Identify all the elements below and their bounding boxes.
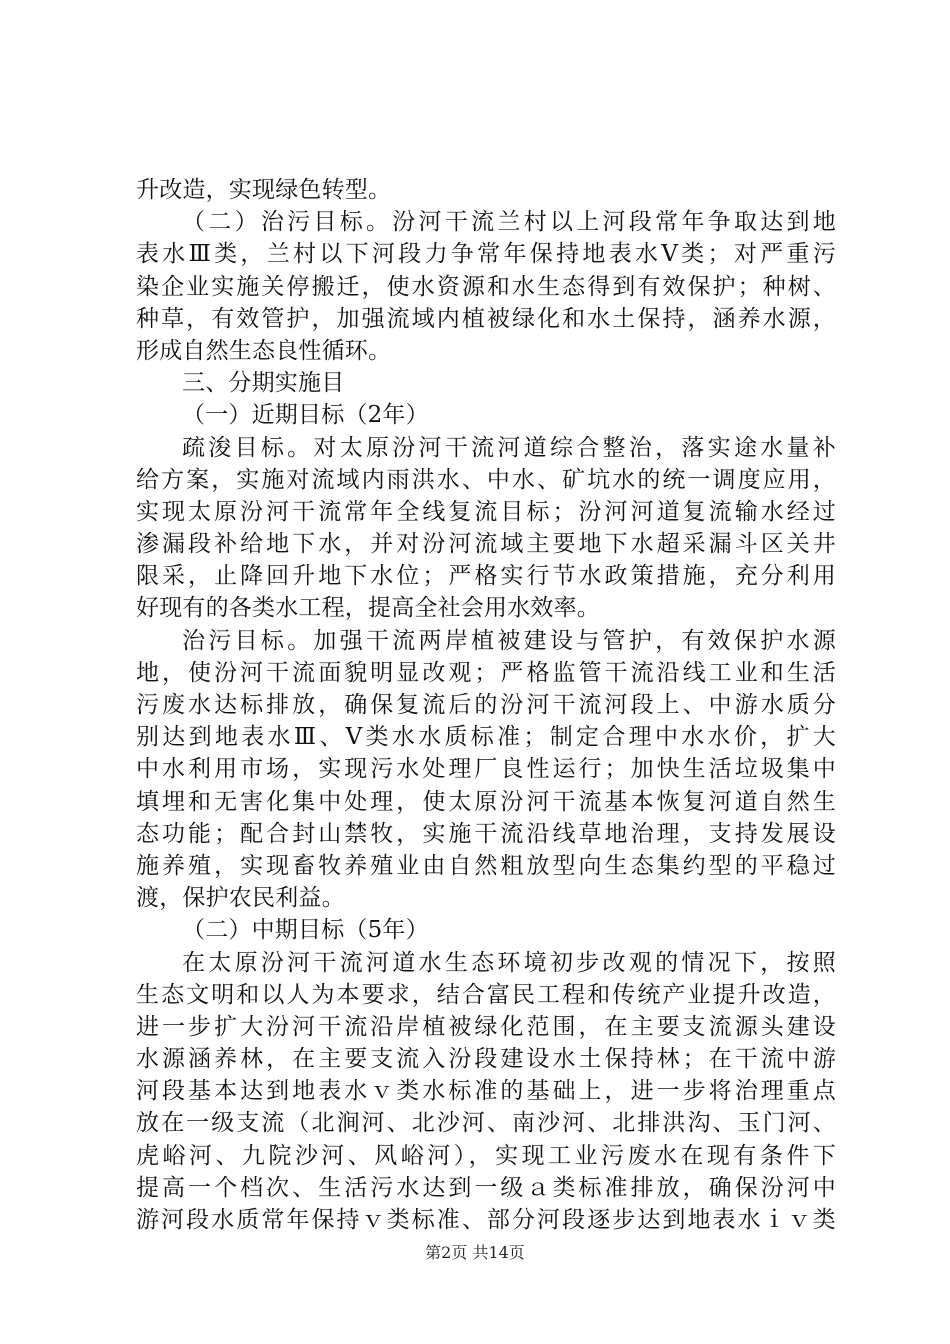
text-line: 污废水达标排放，确保复流后的汾河干流河段上、中游水质分 [136, 692, 836, 718]
text-line: 升改造，实现绿色转型。 [136, 177, 392, 203]
text-line: （一）近期目标（2年） [182, 402, 429, 429]
text-line: 施养殖，实现畜牧养殖业由自然粗放型向生态集约型的平稳过 [136, 852, 836, 879]
text-line: 形成自然生态良性循环。 [136, 337, 392, 364]
text-line: 表水Ⅲ类，兰村以下河段力争常年保持地表水Ⅴ类；对严重污 [136, 241, 836, 268]
text-line: 渗漏段补给地下水，并对汾河流域主要地下水超采漏斗区关井 [136, 531, 836, 558]
page-footer: 第2页 共14页 [425, 1243, 525, 1262]
text-line: 生态文明和以人为本要求，结合富民工程和传统产业提升改造， [136, 981, 836, 1008]
text-line: 水源涵养林，在主要支流入汾段建设水土保持林；在干流中游 [136, 1046, 836, 1073]
text-line: 实现太原汾河干流常年全线复流目标；汾河河道复流输水经过 [136, 498, 836, 525]
text-line: 种草，有效管护，加强流域内植被绿化和水土保持，涵养水源， [136, 305, 836, 332]
text-line: 地，使汾河干流面貌明显改观；严格监管干流沿线工业和生活 [136, 659, 836, 686]
text-line: 别达到地表水Ⅲ、Ⅴ类水水质标准；制定合理中水水价，扩大 [136, 724, 836, 751]
text-line: 在太原汾河干流河道水生态环境初步改观的情况下，按照 [182, 949, 836, 976]
text-line: 游河段水质常年保持ｖ类标准、部分河段逐步达到地表水ｉｖ类 [136, 1207, 836, 1233]
text-line: 三、分期实施目 [182, 370, 345, 397]
text-line: 限采，止降回升地下水位；严格实行节水政策措施，充分利用 [136, 563, 836, 590]
text-line: 提高一个档次、生活污水达到一级ａ类标准排放，确保汾河中 [136, 1174, 836, 1201]
text-line: 治污目标。加强干流两岸植被建设与管护，有效保护水源 [182, 627, 836, 654]
text-line: 渡，保护农民利益。 [136, 885, 345, 912]
text-line: 给方案，实施对流域内雨洪水、中水、矿坑水的统一调度应用， [136, 466, 836, 493]
text-line: 疏浚目标。对太原汾河干流河道综合整治，落实途水量补 [182, 434, 836, 461]
body-text [136, 174, 836, 1236]
text-line: 态功能；配合封山禁牧，实施干流沿线草地治理，支持发展设 [136, 820, 836, 847]
text-line: 填埋和无害化集中处理，使太原汾河干流基本恢复河道自然生 [136, 788, 836, 815]
text-line: 好现有的各类水工程，提高全社会用水效率。 [136, 595, 600, 622]
text-line: 中水利用市场，实现污水处理厂良性运行；加快生活垃圾集中 [136, 756, 836, 783]
text-line: （二）治污目标。汾河干流兰村以上河段常年争取达到地 [182, 209, 836, 236]
text-line: 河段基本达到地表水ｖ类水标准的基础上，进一步将治理重点 [136, 1078, 836, 1105]
text-line: （二）中期目标（5年） [182, 917, 429, 944]
text-line: 虎峪河、九院沙河、风峪河），实现工业污废水在现有条件下 [136, 1142, 836, 1169]
text-line: 进一步扩大汾河干流沿岸植被绿化范围，在主要支流源头建设 [136, 1013, 836, 1040]
text-line: 放在一级支流（北涧河、北沙河、南沙河、北排洪沟、玉门河、 [136, 1110, 836, 1137]
text-line: 染企业实施关停搬迁，使水资源和水生态得到有效保护；种树、 [136, 273, 836, 300]
